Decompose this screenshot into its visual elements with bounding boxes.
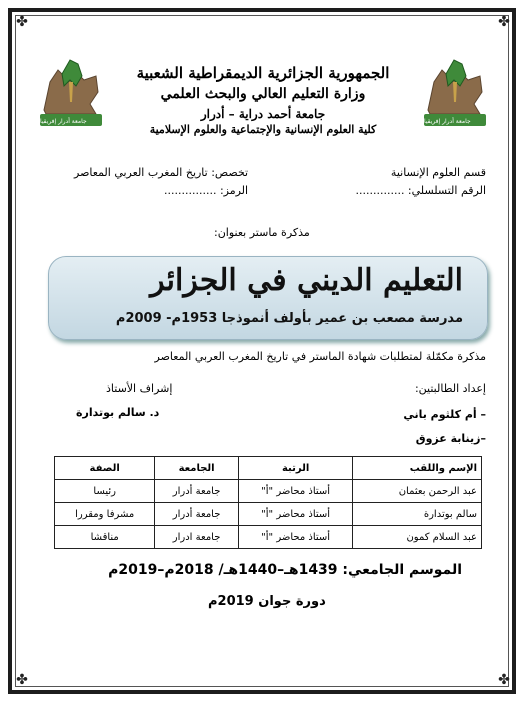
header-university: جامعة أحمد دراية – أدرار xyxy=(200,107,326,121)
table-cell: جامعة أدرار xyxy=(155,503,238,526)
table-cell: أستاذ محاضر "أ" xyxy=(238,503,353,526)
column-header: الجامعة xyxy=(155,457,238,480)
session-date: دورة جوان 2019م xyxy=(208,594,326,609)
table-row xyxy=(55,526,482,549)
logo-caption: جامعة أدرار إفريقيا xyxy=(424,118,471,125)
jury-table xyxy=(54,456,482,549)
table-cell: عبد الرحمن بعثمان xyxy=(353,480,482,503)
table-cell: مناقشا xyxy=(55,526,155,549)
requirement-text: مذكرة مكمّلة لمتطلبات شهادة الماستر في تاريخ المغرب العربي المعاصر xyxy=(154,350,486,363)
thesis-title: التعليم الديني في الجزائر xyxy=(150,263,463,298)
corner-ornament-icon: ✤ xyxy=(498,14,510,30)
header-faculty: كلية العلوم الإنسانية والإجتماعية والعلوم الإسلامية xyxy=(149,123,377,136)
logo-caption: جامعة أدرار إفريقيا xyxy=(40,118,87,125)
column-header: الإسم واللقب xyxy=(353,457,482,480)
table-row xyxy=(55,503,482,526)
university-logo-right xyxy=(420,52,490,132)
corner-ornament-icon: ✤ xyxy=(498,672,510,688)
header-ministry: وزارة التعليم العالي والبحث العلمي xyxy=(160,86,366,102)
table-row xyxy=(55,480,482,503)
code-label: الرمز: ............... xyxy=(164,184,249,197)
supervisor-label: إشراف الأستاذ xyxy=(106,382,173,395)
corner-ornament-icon: ✤ xyxy=(16,14,28,30)
table-cell: أستاذ محاضر "أ" xyxy=(238,526,353,549)
column-header: الصفة xyxy=(55,457,155,480)
table-cell: جامعة أدرار xyxy=(155,480,238,503)
header-republic: الجمهورية الجزائرية الديمقراطية الشعبية xyxy=(136,64,390,82)
specialty-label: تخصص: تاريخ المغرب العربي المعاصر xyxy=(74,166,249,179)
student-name: – أم كلثوم باني xyxy=(403,408,486,421)
column-header: الرتبة xyxy=(238,457,353,480)
student-name: –زينابة عزوق xyxy=(415,432,486,445)
table-cell: أستاذ محاضر "أ" xyxy=(238,480,353,503)
thesis-subtitle: مدرسة مصعب بن عمير بأولف أنموذجا 1953م- 2009م xyxy=(115,311,463,326)
table-cell: عبد السلام كمون xyxy=(353,526,482,549)
table-cell: سالم بوتدارة xyxy=(353,503,482,526)
university-logo-left xyxy=(36,52,106,132)
table-header-row xyxy=(55,457,482,480)
table-cell: جامعة ادرار xyxy=(155,526,238,549)
academic-season: الموسم الجامعي: 1439هـ–1440هـ/ 2018م–2019م xyxy=(108,562,462,578)
supervisor-name: د. سالم بوتدارة xyxy=(76,406,160,419)
memo-label: مذكرة ماستر بعنوان: xyxy=(214,226,310,239)
corner-ornament-icon: ✤ xyxy=(16,672,28,688)
table-cell: رئيسا xyxy=(55,480,155,503)
serial-number: الرقم التسلسلي: .............. xyxy=(355,184,486,197)
department-label: قسم العلوم الإنسانية xyxy=(390,166,486,179)
students-label: إعداد الطالبتين: xyxy=(414,382,486,395)
title-banner xyxy=(48,256,488,340)
table-cell: مشرفا ومقررا xyxy=(55,503,155,526)
